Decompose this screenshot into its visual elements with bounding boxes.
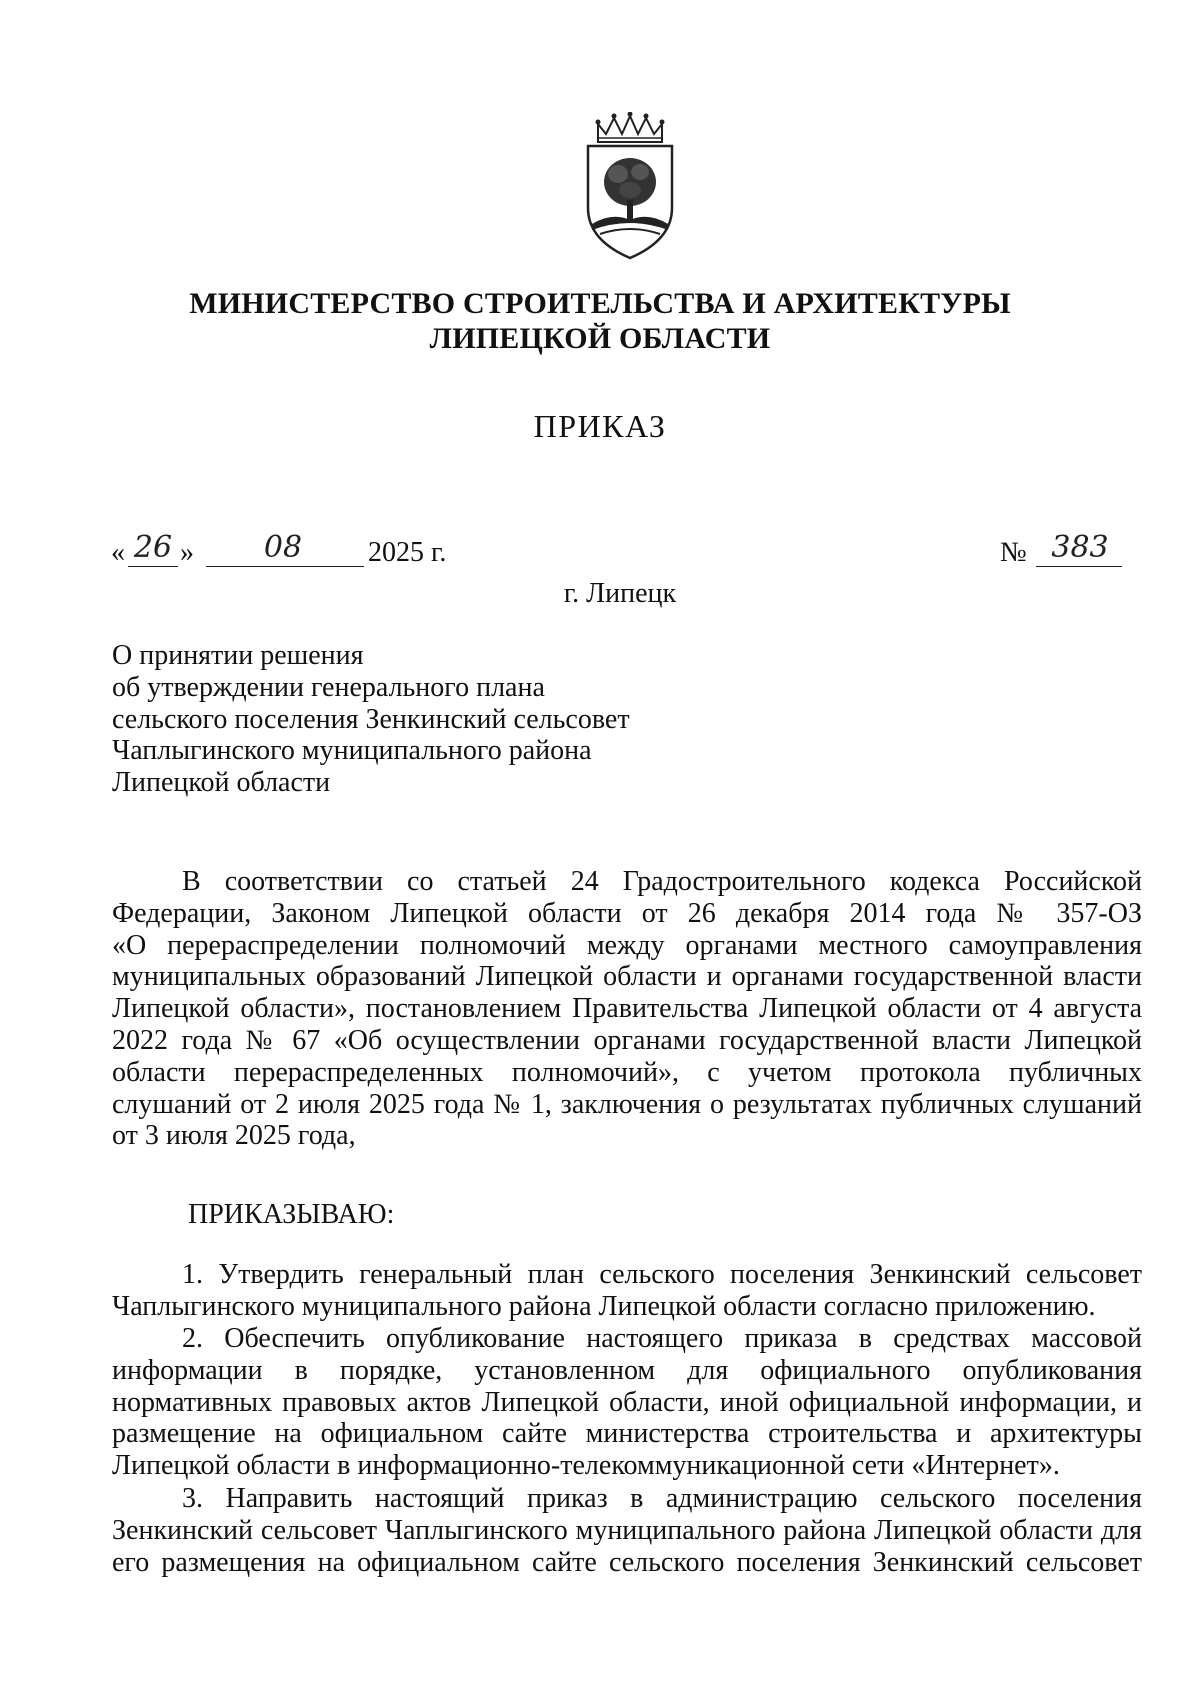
text-line: 1. Утвердить генеральный план сельского поселения Зенкинский сельсовет [182, 1259, 1142, 1290]
ministry-name-line-1: МИНИСТЕРСТВО СТРОИТЕЛЬСТВА И АРХИТЕКТУРЫ [189, 287, 1011, 320]
subject-line: Чаплыгинского муниципального района [112, 735, 592, 767]
ministry-name-line-2: ЛИПЕЦКОЙ ОБЛАСТИ [429, 322, 771, 355]
date-year: 2025 г. [368, 537, 447, 568]
document-type: ПРИКАЗ [533, 408, 667, 444]
document-number-underline [1036, 566, 1122, 567]
subject-line: Липецкой области [112, 767, 331, 799]
date-day-underline [128, 566, 178, 567]
document-number-handwritten: 383 [1051, 530, 1109, 565]
text-line: В соответствии со статьей 24 Градостроительного кодекса Российской [182, 866, 1142, 897]
text-line: 2022 года № 67 «Об осуществлении органами государственной власти Липецкой [112, 1024, 1142, 1056]
text-line: Чаплыгинского муниципального района Липецкой области согласно приложению. [112, 1290, 1096, 1322]
text-line: 3. Направить настоящий приказ в администрацию сельского поселения [182, 1483, 1142, 1514]
text-line: слушаний от 2 июля 2025 года № 1, заключения о результатах публичных слушаний [112, 1088, 1142, 1120]
city-name: г. Липецк [563, 578, 677, 609]
text-line: размещение на официальном сайте министерства строительства и архитектуры [112, 1418, 1142, 1450]
text-line: Липецкой области», постановлением Правительства Липецкой области от 4 августа [112, 993, 1142, 1025]
subject-line: сельского поселения Зенкинский сельсовет [112, 703, 630, 735]
date-month-handwritten: 08 [263, 530, 303, 565]
text-line: от 3 июля 2025 года, [112, 1120, 356, 1152]
text-line: 2. Обеспечить опубликование настоящего приказа в средствах массовой [182, 1323, 1142, 1354]
text-line: муниципальных образований Липецкой области и органами государственной власти [112, 961, 1142, 993]
document-subject [112, 640, 630, 799]
text-line: информации в порядке, установленном для официального опубликования [112, 1354, 1142, 1386]
text-line: «О перераспределении полномочий между органами местного самоуправления [112, 929, 1142, 961]
subject-line: об утверждении генерального плана [112, 671, 545, 703]
date-close-quote: » [180, 537, 194, 568]
subject-line: О принятии решения [112, 640, 364, 671]
date-day-handwritten: 26 [133, 530, 173, 565]
order-item-1 [112, 1259, 1142, 1323]
text-line: Зенкинский сельсовет Чаплыгинского муниципального района Липецкой области для [112, 1514, 1142, 1546]
text-line: области перераспределенных полномочий», с учетом протокола публичных [112, 1056, 1142, 1088]
text-line: Липецкой области в информационно-телекоммуникационной сети «Интернет». [112, 1450, 1060, 1482]
text-line: нормативных правовых актов Липецкой области, иной официальной информации, и [112, 1386, 1142, 1418]
order-item-2 [112, 1323, 1142, 1482]
order-word: ПРИКАЗЫВАЮ: [188, 1199, 395, 1230]
order-item-3 [112, 1483, 1142, 1578]
coat-of-arms-icon [582, 112, 678, 262]
date-open-quote: « [111, 537, 125, 568]
number-sign: № [1000, 537, 1027, 568]
preamble-paragraph [112, 866, 1142, 1152]
text-line: его размещения на официальном сайте сельского поселения Зенкинский сельсовет [112, 1546, 1142, 1578]
date-month-underline [206, 566, 364, 567]
text-line: Федерации, Законом Липецкой области от 26 декабря 2014 года № 357-ОЗ [112, 897, 1142, 929]
